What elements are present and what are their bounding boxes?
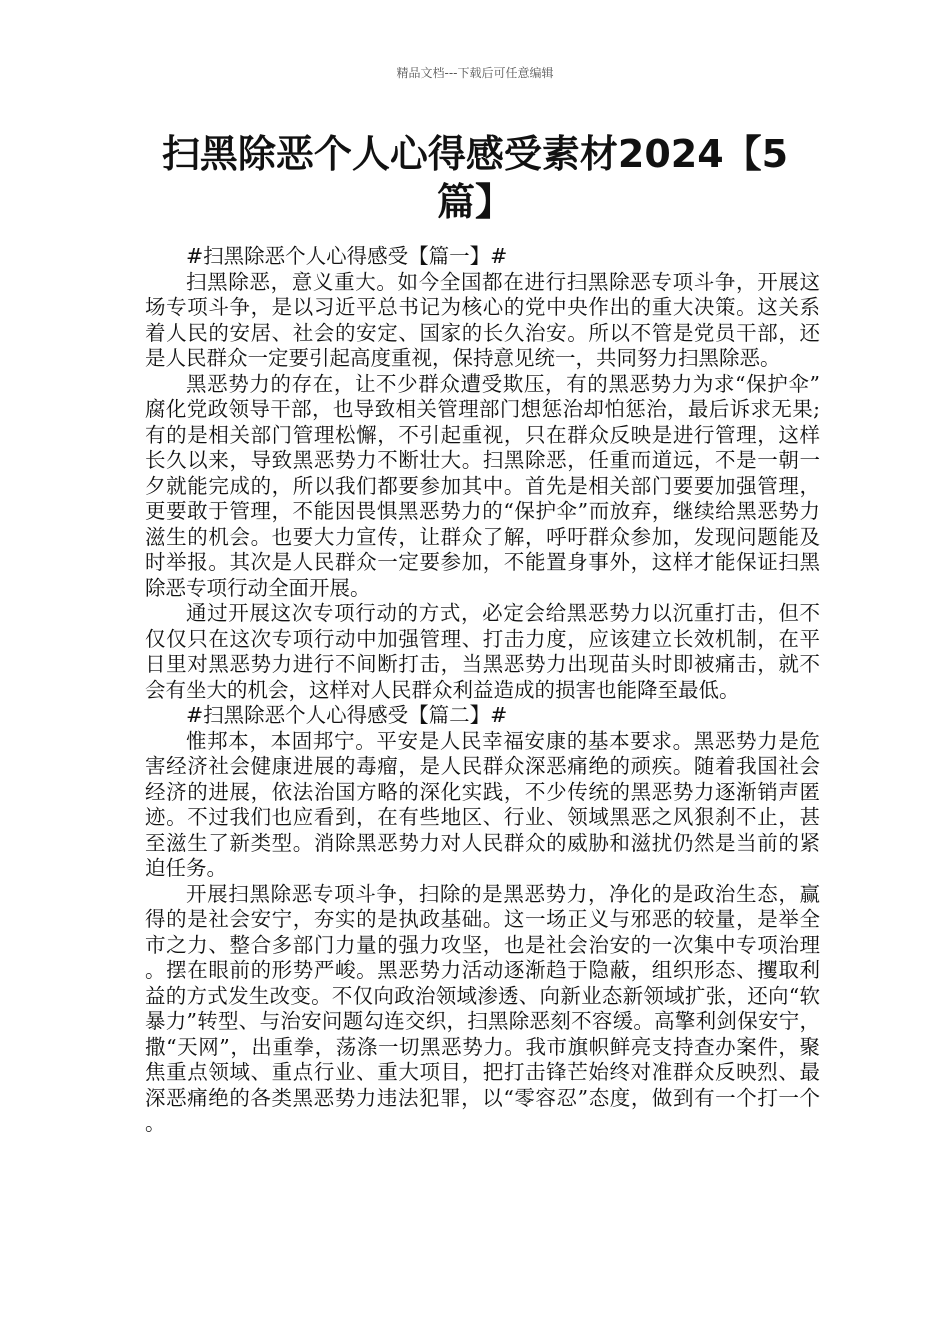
paragraph: 黑恶势力的存在，让不少群众遭受欺压，有的黑恶势力为求“保护伞”腐化党政领导干部，也导致相关管理部门想惩治却怕惩治，最后诉求无果;有的是相关部门管理松懈，不引起重视，只在群众反映是进行管理，这样长久以来，导致黑恶势力不断壮大。扫黑除恶，任重而道远，不是一朝一夕就能完成的，所以我们都要参加其中。首先是相关部门要要加强管理，更要敢于管理，不能因畏惧黑恶势力的“保护伞”而放弃，继续给黑恶势力滋生的机会。也要大力宣传，让群众了解，呼吁群众参加，发现问题能及时举报。其次是人民群众一定要参加，不能置身事外，这样才能保证扫黑除恶专项行动全面开展。	[145, 371, 820, 600]
section-heading-1: #扫黑除恶个人心得感受【篇一】#	[186, 244, 508, 268]
paragraph: 开展扫黑除恶专项斗争，扫除的是黑恶势力，净化的是政治生态，赢得的是社会安宁，夯实的是执政基础。这一场正义与邪恶的较量，是举全市之力、整合多部门力量的强力攻坚，也是社会治安的一次集中专项治理。摆在眼前的形势严峻。黑恶势力活动逐渐趋于隐蔽，组织形态、攫取利益的方式发生改变。不仅向政治领域渗透、向新业态新领域扩张，还向“软暴力”转型、与治安问题勾连交织，扫黑除恶刻不容缓。高擎利剑保安宁，撒“天网”，出重拳，荡涤一切黑恶势力。我市旗帜鲜亮支持查办案件，聚焦重点领域、重点行业、重大项目，把打击锋芒始终对准群众反映烈、最深恶痛绝的各类黑恶势力违法犯罪，以“零容忍”态度，做到有一个打一个。	[145, 881, 820, 1135]
section-heading-2: #扫黑除恶个人心得感受【篇二】#	[186, 703, 508, 727]
paragraph: 惟邦本，本固邦宁。平安是人民幸福安康的基本要求。黑恶势力是危害经济社会健康进展的毒瘤，是人民群众深恶痛绝的顽疾。随着我国社会经济的进展，依法治国方略的深化实践，不少传统的黑恶势力逐渐销声匿迹。不过我们也应看到，在有些地区、行业、领域黑恶之风狠刹不止，甚至滋生了新类型。消除黑恶势力对人民群众的威胁和滋扰仍然是当前的紧迫任务。	[145, 728, 820, 880]
paragraph: 扫黑除恶，意义重大。如今全国都在进行扫黑除恶专项斗争，开展这场专项斗争，是以习近平总书记为核心的党中央作出的重大决策。这关系着人民的安居、社会的安定、国家的长久治安。所以不管是党员干部，还是人民群众一定要引起高度重视，保持意见统一，共同努力扫黑除恶。	[145, 269, 820, 370]
header-note: 精品文档---下载后可任意编辑	[396, 66, 554, 80]
paragraph: 通过开展这次专项行动的方式，必定会给黑恶势力以沉重打击，但不仅仅只在这次专项行动中加强管理、打击力度，应该建立长效机制，在平日里对黑恶势力进行不间断打击，当黑恶势力出现苗头时即被痛击，就不会有坐大的机会，这样对人民群众利益造成的损害也能降至最低。	[145, 601, 820, 702]
document-title: 扫黑除恶个人心得感受素材2024【5篇】	[161, 132, 789, 224]
document-body	[145, 244, 820, 1137]
